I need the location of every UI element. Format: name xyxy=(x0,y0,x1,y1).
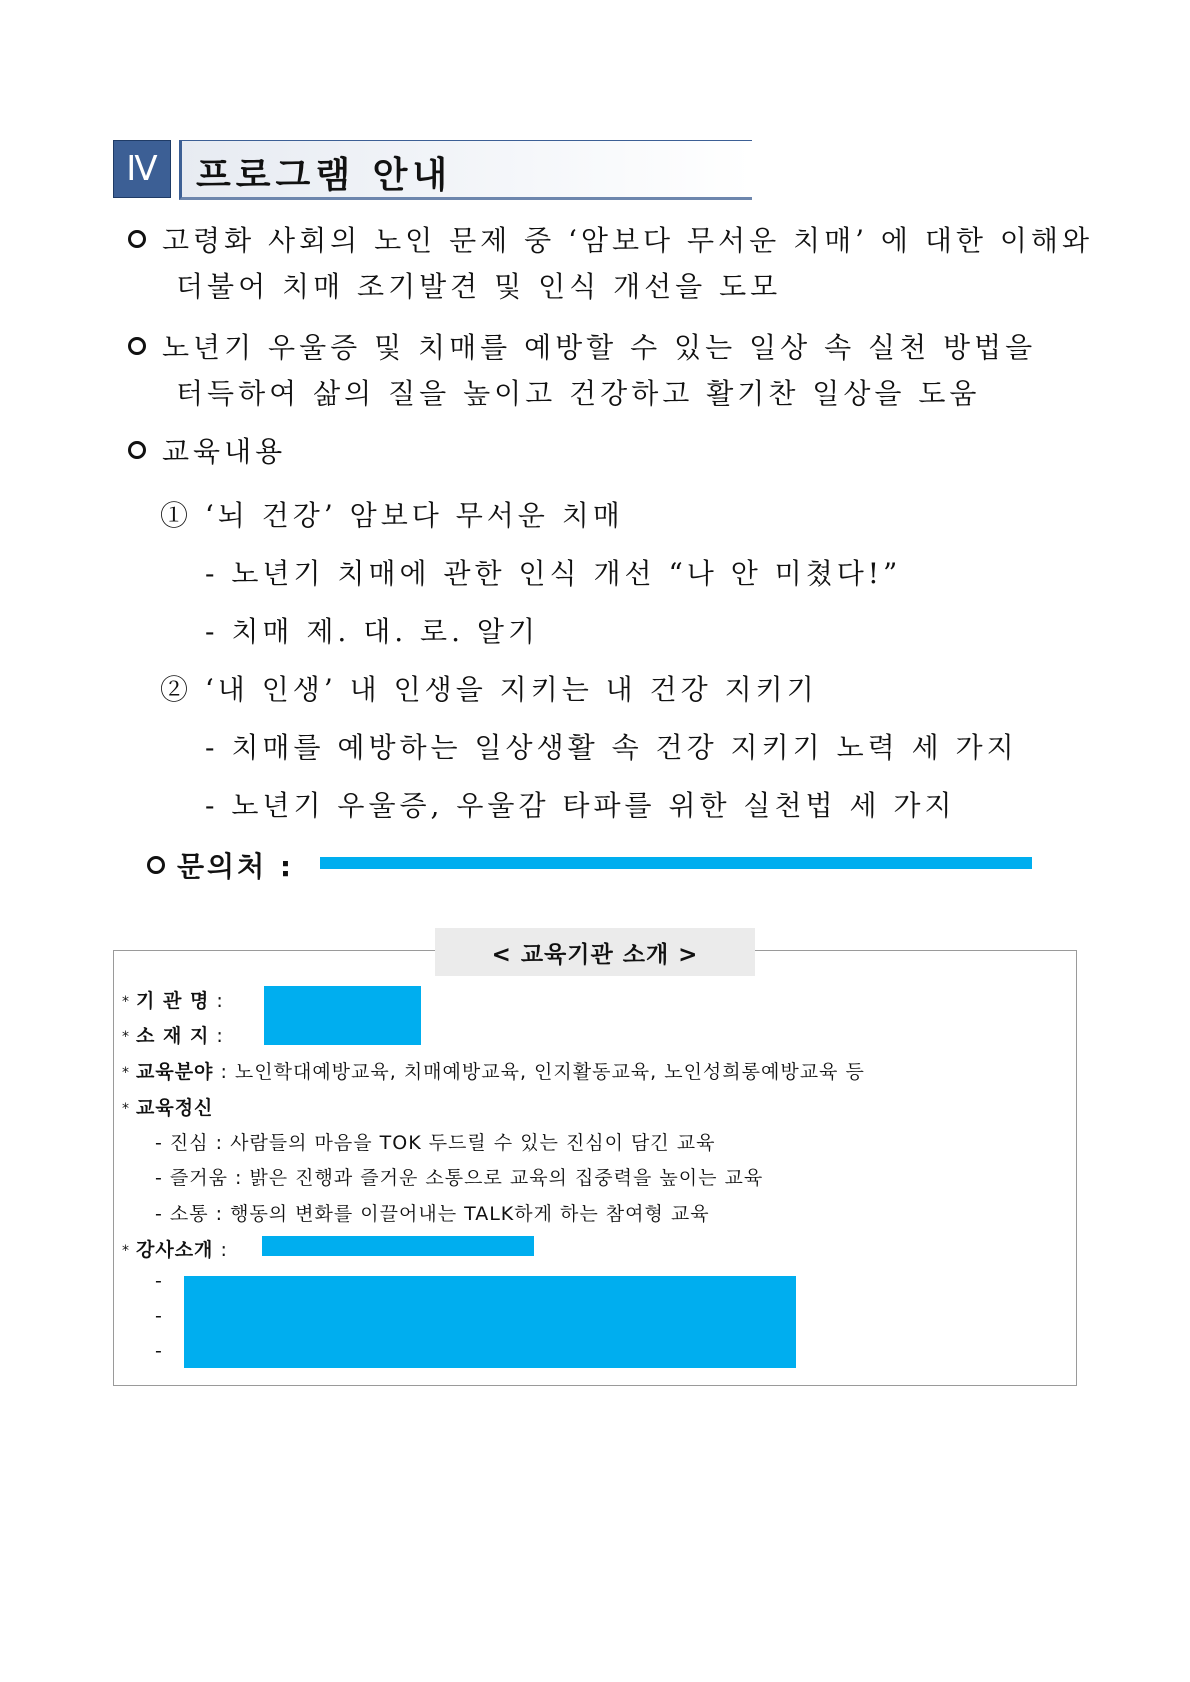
institution-title: < 교육기관 소개 > xyxy=(435,928,755,976)
spirit-item: - 진심 : 사람들의 마음을 TOK 두드릴 수 있는 진심이 담긴 교육 xyxy=(155,1132,716,1154)
circle-bullet-icon xyxy=(128,337,146,355)
content-item: - 치매를 예방하는 일상생활 속 건강 지키기 노력 세 가지 xyxy=(205,731,1018,764)
content-item: - 치매 제. 대. 로. 알기 xyxy=(205,615,540,648)
content-item: - 노년기 치매에 관한 인식 개선 “나 안 미쳤다!” xyxy=(205,557,902,590)
institution-name-row xyxy=(122,986,224,1013)
spirit-label: 교육정신 xyxy=(136,1097,214,1119)
content-heading: ① ‘뇌 건강’ 암보다 무서운 치매 xyxy=(160,499,624,532)
instructor-dash: - xyxy=(155,1270,162,1292)
circle-bullet-icon xyxy=(147,856,165,874)
section-title-box xyxy=(179,140,752,200)
contact-line xyxy=(147,845,294,885)
bullet-text: 노년기 우울증 및 치매를 예방할 수 있는 일상 속 실천 방법을 xyxy=(162,331,1037,364)
spirit-item: - 즐거움 : 밝은 진행과 즐거운 소통으로 교육의 집중력을 높이는 교육 xyxy=(155,1167,764,1189)
institution-spirit-row xyxy=(122,1093,213,1120)
section-header xyxy=(113,140,753,198)
bullet-text: 교육내용 xyxy=(162,435,287,468)
section-number: Ⅳ xyxy=(113,140,171,198)
field-label: 교육분야 xyxy=(136,1061,214,1083)
instructor-dash: - xyxy=(155,1305,162,1327)
institution-instructor-row xyxy=(122,1235,228,1262)
institution-location-row xyxy=(122,1021,224,1048)
colon: : xyxy=(220,1239,228,1261)
star-icon: * xyxy=(122,1101,130,1117)
content-item: - 노년기 우울증, 우울감 타파를 위한 실천법 세 가지 xyxy=(205,789,956,822)
redacted-contact xyxy=(320,857,1032,869)
circle-bullet-icon xyxy=(128,230,146,248)
redacted-instructor-details xyxy=(184,1276,796,1368)
redacted-instructor xyxy=(262,1236,534,1256)
institution-field-row xyxy=(122,1057,865,1084)
star-icon: * xyxy=(122,1029,130,1045)
star-icon: * xyxy=(122,994,130,1010)
instructor-dash: - xyxy=(155,1340,162,1362)
field-value: : 노인학대예방교육, 치매예방교육, 인지활동교육, 노인성희롱예방교육 등 xyxy=(220,1061,865,1083)
bullet-continuation: 터득하여 삶의 질을 높이고 건강하고 활기찬 일상을 도움 xyxy=(176,377,981,410)
redacted-name-location xyxy=(264,986,421,1045)
bullet-item xyxy=(128,216,1093,265)
location-label: 소 재 지 xyxy=(136,1025,210,1047)
bullet-item xyxy=(128,427,286,476)
star-icon: * xyxy=(122,1243,130,1259)
content-heading: ② ‘내 인생’ 내 인생을 지키는 내 건강 지키기 xyxy=(160,673,818,706)
spirit-item: - 소통 : 행동의 변화를 이끌어내는 TALK하게 하는 참여형 교육 xyxy=(155,1203,710,1225)
section-title: 프로그램 안내 xyxy=(196,155,453,196)
colon: : xyxy=(216,990,224,1012)
bullet-continuation: 더불어 치매 조기발견 및 인식 개선을 도모 xyxy=(176,270,782,303)
colon: : xyxy=(216,1025,224,1047)
bullet-text: 고령화 사회의 노인 문제 중 ‘암보다 무서운 치매’ 에 대한 이해와 xyxy=(162,224,1094,257)
name-label: 기 관 명 xyxy=(136,990,210,1012)
circle-bullet-icon xyxy=(128,441,146,459)
contact-label: 문의처 : xyxy=(177,850,295,883)
instructor-label: 강사소개 xyxy=(136,1239,214,1261)
bullet-item xyxy=(128,323,1036,372)
star-icon: * xyxy=(122,1065,130,1081)
